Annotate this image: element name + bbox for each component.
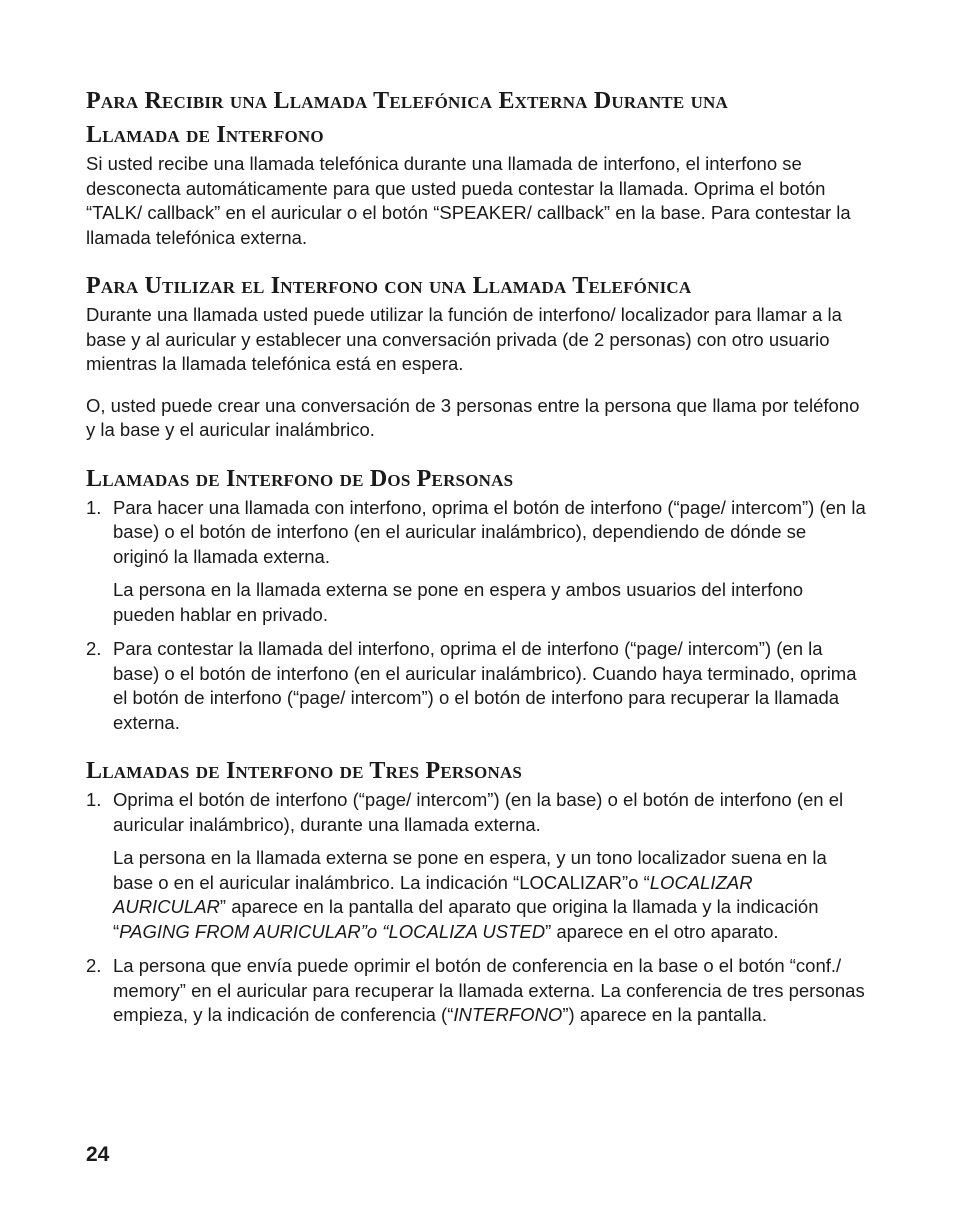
display-text: LOCALIZAR AURICULAR [113, 871, 753, 917]
item-text-part: La persona que envía puede oprimir el botón de conferencia en la base o el botón “conf./ memory” en el auricular para recuperar la llamada externa. La conferencia de tres personas empieza, y la indicación de conferencia (“ [113, 955, 865, 1025]
item-number: 1. [86, 496, 102, 518]
item-note: La persona en la llamada externa se pone en espera y ambos usuarios del interfono pueden hablar en privado. [113, 579, 804, 625]
steps-list [86, 496, 866, 736]
item-number: 2. [86, 955, 102, 976]
paragraph: O, usted puede crear una conversación de 3 personas entre la persona que llama por teléfono y la base y el auricular inalámbrico. [86, 394, 860, 440]
section-utilizar-interfono [86, 269, 866, 443]
list-item [86, 788, 866, 944]
section-heading: Llamadas de Interfono de Dos Personas [86, 465, 514, 492]
section-tres-personas [86, 754, 866, 1028]
section-heading: Para Utilizar el Interfono con una Llamada Telefónica [86, 273, 692, 299]
display-text: PAGING FROM AURICULAR”o “LOCALIZA USTED [119, 920, 546, 942]
page-number: 24 [86, 1143, 110, 1166]
section-heading [86, 84, 866, 152]
list-item [86, 637, 866, 735]
section-recibir-llamada [86, 84, 866, 250]
list-item [86, 496, 866, 628]
section-dos-personas [86, 462, 866, 736]
page-content [86, 84, 866, 1028]
paragraph: Durante una llamada usted puede utilizar la función de interfono/ localizador para llamar a la base y al auricular y establecer una conversación privada (de 2 personas) con otro usuario mientras la llamada telefónica está en espera. [86, 304, 842, 374]
heading-line-2: Llamada de Interfono [86, 122, 324, 148]
item-text: Oprima el botón de interfono (“page/ intercom”) (en la base) o el botón de interfono (en el auricular inalámbrico), durante una llamada externa. [113, 789, 844, 835]
item-number: 1. [86, 789, 102, 810]
item-text [113, 954, 866, 1028]
item-text: Para hacer una llamada con interfono, oprima el botón de interfono (“page/ intercom”) (en la base) o el botón de interfono (en el auricular inalámbrico), dependiendo de dónde se originó la llamada externa. [113, 496, 866, 567]
note-text: La persona en la llamada externa se pone en espera, y un tono localizador suena en la base o en el auricular inalámbrico. La indicación “LOCALIZAR”o “ [113, 847, 827, 893]
item-note [113, 846, 866, 944]
paragraph: Si usted recibe una llamada telefónica durante una llamada de interfono, el interfono se desconecta automáticamente para que usted pueda contestar la llamada. Oprima el botón “TALK/ callback” en el auricular o el botón “SPEAKER/ callback” en la base. Para contestar la llamada telefónica externa. [86, 153, 851, 248]
list-item [86, 954, 866, 1028]
heading-line-1: Para Recibir una Llamada Telefónica Externa Durante una [86, 88, 729, 114]
display-text: INTERFONO [453, 1004, 563, 1025]
item-text: Para contestar la llamada del interfono, oprima el de interfono (“page/ intercom”) (en la base) o el botón de interfono (en el auricular inalámbrico). Cuando haya terminado, oprima el botón de interfono (“page/ intercom”) o el botón de interfono para recuperar la llamada externa. [113, 638, 857, 733]
note-text: ” aparece en la pantalla del aparato que origina la llamada y la indicación “ [113, 896, 819, 942]
item-number: 2. [86, 638, 102, 659]
section-heading: Llamadas de Interfono de Tres Personas [86, 758, 523, 784]
steps-list [86, 788, 866, 1028]
note-text: ” aparece en el otro aparato. [545, 920, 779, 942]
item-text-part: ”) aparece en la pantalla. [562, 1004, 767, 1025]
